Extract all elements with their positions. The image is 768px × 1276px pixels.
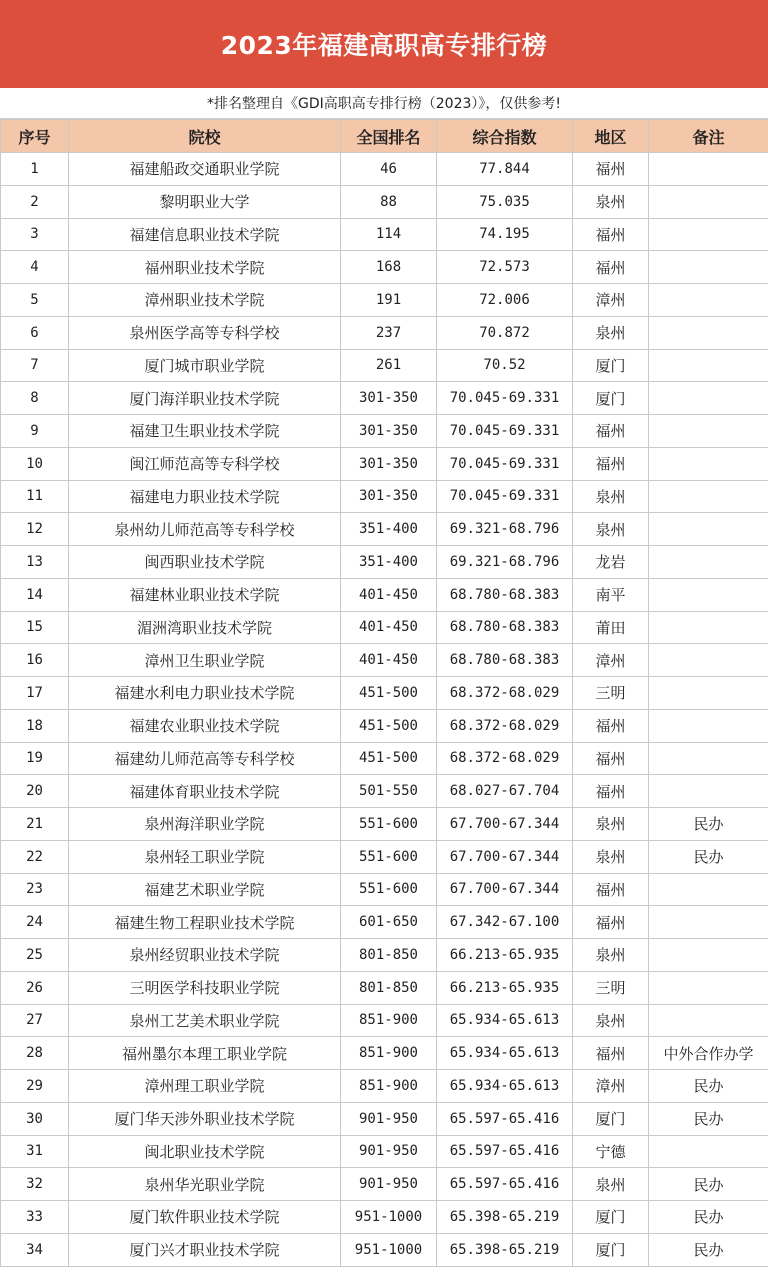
cell-remark — [649, 349, 768, 382]
cell-region: 厦门 — [573, 382, 649, 415]
cell-remark: 民办 — [649, 808, 768, 841]
cell-composite-index: 68.780-68.383 — [437, 611, 573, 644]
cell-national-rank: 501-550 — [341, 775, 437, 808]
table-row — [1, 251, 768, 284]
cell-remark — [649, 316, 768, 349]
cell-national-rank: 191 — [341, 284, 437, 317]
cell-index: 15 — [1, 611, 69, 644]
cell-school: 福州职业技术学院 — [69, 251, 341, 284]
cell-composite-index: 65.597-65.416 — [437, 1102, 573, 1135]
cell-school: 厦门兴才职业技术学院 — [69, 1233, 341, 1266]
cell-remark — [649, 546, 768, 579]
cell-composite-index: 68.372-68.029 — [437, 742, 573, 775]
cell-national-rank: 851-900 — [341, 1070, 437, 1103]
cell-region: 福州 — [573, 1037, 649, 1070]
cell-index: 3 — [1, 218, 69, 251]
cell-national-rank: 261 — [341, 349, 437, 382]
cell-region: 泉州 — [573, 808, 649, 841]
table-row — [1, 513, 768, 546]
cell-region: 泉州 — [573, 1004, 649, 1037]
cell-region: 福州 — [573, 709, 649, 742]
header-school: 院校 — [69, 120, 341, 153]
cell-index: 9 — [1, 415, 69, 448]
cell-school: 泉州轻工职业学院 — [69, 840, 341, 873]
page-title: 2023年福建高职高专排行榜 — [0, 0, 768, 88]
cell-composite-index: 65.398-65.219 — [437, 1233, 573, 1266]
cell-region: 泉州 — [573, 480, 649, 513]
cell-region: 泉州 — [573, 939, 649, 972]
cell-region: 泉州 — [573, 513, 649, 546]
cell-region: 三明 — [573, 971, 649, 1004]
cell-school: 漳州理工职业学院 — [69, 1070, 341, 1103]
cell-index: 11 — [1, 480, 69, 513]
table-row — [1, 644, 768, 677]
cell-school: 泉州医学高等专科学校 — [69, 316, 341, 349]
cell-school: 漳州职业技术学院 — [69, 284, 341, 317]
table-row — [1, 840, 768, 873]
table-row — [1, 153, 768, 186]
cell-national-rank: 901-950 — [341, 1168, 437, 1201]
cell-national-rank: 601-650 — [341, 906, 437, 939]
table-row — [1, 447, 768, 480]
cell-national-rank: 46 — [341, 153, 437, 186]
cell-region: 福州 — [573, 742, 649, 775]
cell-index: 17 — [1, 677, 69, 710]
cell-remark: 民办 — [649, 840, 768, 873]
cell-index: 14 — [1, 578, 69, 611]
cell-composite-index: 72.006 — [437, 284, 573, 317]
cell-composite-index: 67.342-67.100 — [437, 906, 573, 939]
cell-remark — [649, 480, 768, 513]
cell-school: 厦门城市职业学院 — [69, 349, 341, 382]
cell-national-rank: 551-600 — [341, 873, 437, 906]
cell-school: 泉州经贸职业技术学院 — [69, 939, 341, 972]
cell-national-rank: 301-350 — [341, 480, 437, 513]
cell-index: 29 — [1, 1070, 69, 1103]
cell-school: 福建船政交通职业学院 — [69, 153, 341, 186]
cell-region: 莆田 — [573, 611, 649, 644]
cell-composite-index: 74.195 — [437, 218, 573, 251]
table-row — [1, 939, 768, 972]
cell-region: 宁德 — [573, 1135, 649, 1168]
cell-index: 12 — [1, 513, 69, 546]
cell-remark: 民办 — [649, 1070, 768, 1103]
cell-index: 34 — [1, 1233, 69, 1266]
header-remark: 备注 — [649, 120, 768, 153]
cell-composite-index: 65.597-65.416 — [437, 1168, 573, 1201]
cell-remark — [649, 971, 768, 1004]
table-row — [1, 480, 768, 513]
cell-school: 福建农业职业技术学院 — [69, 709, 341, 742]
cell-school: 闽西职业技术学院 — [69, 546, 341, 579]
cell-school: 福建水利电力职业技术学院 — [69, 677, 341, 710]
cell-region: 厦门 — [573, 349, 649, 382]
cell-school: 湄洲湾职业技术学院 — [69, 611, 341, 644]
cell-composite-index: 65.398-65.219 — [437, 1201, 573, 1234]
table-row — [1, 971, 768, 1004]
header-row — [1, 120, 768, 153]
cell-index: 26 — [1, 971, 69, 1004]
table-row — [1, 1233, 768, 1266]
cell-remark — [649, 218, 768, 251]
cell-national-rank: 951-1000 — [341, 1233, 437, 1266]
cell-index: 16 — [1, 644, 69, 677]
cell-index: 8 — [1, 382, 69, 415]
cell-composite-index: 70.52 — [437, 349, 573, 382]
cell-school: 福建体育职业技术学院 — [69, 775, 341, 808]
cell-national-rank: 401-450 — [341, 578, 437, 611]
cell-national-rank: 301-350 — [341, 415, 437, 448]
cell-remark — [649, 251, 768, 284]
cell-national-rank: 851-900 — [341, 1004, 437, 1037]
cell-remark: 中外合作办学 — [649, 1037, 768, 1070]
cell-remark — [649, 742, 768, 775]
cell-composite-index: 68.372-68.029 — [437, 677, 573, 710]
cell-remark — [649, 382, 768, 415]
cell-remark: 民办 — [649, 1201, 768, 1234]
table-row — [1, 1168, 768, 1201]
cell-index: 1 — [1, 153, 69, 186]
cell-school: 闽江师范高等专科学校 — [69, 447, 341, 480]
cell-composite-index: 77.844 — [437, 153, 573, 186]
table-row — [1, 284, 768, 317]
table-row — [1, 316, 768, 349]
cell-remark — [649, 709, 768, 742]
cell-remark — [649, 873, 768, 906]
table-row — [1, 415, 768, 448]
table-row — [1, 1070, 768, 1103]
cell-index: 5 — [1, 284, 69, 317]
cell-school: 三明医学科技职业学院 — [69, 971, 341, 1004]
cell-school: 福建电力职业技术学院 — [69, 480, 341, 513]
cell-index: 27 — [1, 1004, 69, 1037]
cell-remark — [649, 447, 768, 480]
table-row — [1, 382, 768, 415]
cell-index: 19 — [1, 742, 69, 775]
cell-remark — [649, 1004, 768, 1037]
cell-national-rank: 301-350 — [341, 382, 437, 415]
header-composite-index: 综合指数 — [437, 120, 573, 153]
header-region: 地区 — [573, 120, 649, 153]
cell-school: 福建生物工程职业技术学院 — [69, 906, 341, 939]
cell-school: 泉州幼儿师范高等专科学校 — [69, 513, 341, 546]
cell-remark: 民办 — [649, 1233, 768, 1266]
cell-region: 厦门 — [573, 1102, 649, 1135]
cell-region: 厦门 — [573, 1201, 649, 1234]
cell-index: 31 — [1, 1135, 69, 1168]
cell-national-rank: 168 — [341, 251, 437, 284]
cell-national-rank: 88 — [341, 185, 437, 218]
cell-school: 福建卫生职业技术学院 — [69, 415, 341, 448]
cell-composite-index: 68.780-68.383 — [437, 578, 573, 611]
cell-composite-index: 65.597-65.416 — [437, 1135, 573, 1168]
cell-composite-index: 67.700-67.344 — [437, 873, 573, 906]
cell-region: 泉州 — [573, 840, 649, 873]
cell-school: 黎明职业大学 — [69, 185, 341, 218]
table-row — [1, 677, 768, 710]
cell-region: 漳州 — [573, 1070, 649, 1103]
cell-school: 福州墨尔本理工职业学院 — [69, 1037, 341, 1070]
cell-composite-index: 68.027-67.704 — [437, 775, 573, 808]
cell-school: 闽北职业技术学院 — [69, 1135, 341, 1168]
table-row — [1, 578, 768, 611]
cell-remark: 民办 — [649, 1168, 768, 1201]
cell-index: 4 — [1, 251, 69, 284]
cell-national-rank: 351-400 — [341, 513, 437, 546]
cell-composite-index: 65.934-65.613 — [437, 1004, 573, 1037]
cell-index: 6 — [1, 316, 69, 349]
cell-school: 厦门华天涉外职业技术学院 — [69, 1102, 341, 1135]
cell-index: 32 — [1, 1168, 69, 1201]
cell-remark — [649, 513, 768, 546]
cell-remark — [649, 284, 768, 317]
cell-national-rank: 901-950 — [341, 1135, 437, 1168]
cell-index: 2 — [1, 185, 69, 218]
cell-school: 福建艺术职业学院 — [69, 873, 341, 906]
cell-index: 21 — [1, 808, 69, 841]
cell-national-rank: 237 — [341, 316, 437, 349]
cell-national-rank: 401-450 — [341, 611, 437, 644]
cell-national-rank: 451-500 — [341, 742, 437, 775]
cell-composite-index: 68.372-68.029 — [437, 709, 573, 742]
cell-national-rank: 851-900 — [341, 1037, 437, 1070]
cell-composite-index: 70.872 — [437, 316, 573, 349]
cell-index: 24 — [1, 906, 69, 939]
cell-composite-index: 67.700-67.344 — [437, 808, 573, 841]
cell-remark — [649, 611, 768, 644]
cell-composite-index: 70.045-69.331 — [437, 447, 573, 480]
cell-national-rank: 801-850 — [341, 939, 437, 972]
cell-composite-index: 70.045-69.331 — [437, 480, 573, 513]
table-row — [1, 1135, 768, 1168]
cell-composite-index: 72.573 — [437, 251, 573, 284]
cell-remark: 民办 — [649, 1102, 768, 1135]
cell-index: 23 — [1, 873, 69, 906]
cell-index: 25 — [1, 939, 69, 972]
table-row — [1, 742, 768, 775]
cell-region: 福州 — [573, 415, 649, 448]
cell-region: 南平 — [573, 578, 649, 611]
cell-national-rank: 551-600 — [341, 808, 437, 841]
cell-index: 22 — [1, 840, 69, 873]
cell-region: 福州 — [573, 447, 649, 480]
table-row — [1, 349, 768, 382]
cell-remark — [649, 153, 768, 186]
cell-index: 28 — [1, 1037, 69, 1070]
cell-school: 厦门软件职业技术学院 — [69, 1201, 341, 1234]
cell-region: 福州 — [573, 906, 649, 939]
cell-region: 福州 — [573, 218, 649, 251]
table-row — [1, 1037, 768, 1070]
cell-school: 福建林业职业技术学院 — [69, 578, 341, 611]
cell-national-rank: 951-1000 — [341, 1201, 437, 1234]
table-row — [1, 218, 768, 251]
cell-remark — [649, 1135, 768, 1168]
cell-region: 漳州 — [573, 644, 649, 677]
cell-national-rank: 451-500 — [341, 709, 437, 742]
ranking-table — [0, 119, 768, 1267]
cell-remark — [649, 578, 768, 611]
cell-school: 泉州工艺美术职业学院 — [69, 1004, 341, 1037]
cell-national-rank: 114 — [341, 218, 437, 251]
cell-region: 泉州 — [573, 316, 649, 349]
cell-national-rank: 801-850 — [341, 971, 437, 1004]
cell-region: 厦门 — [573, 1233, 649, 1266]
cell-national-rank: 401-450 — [341, 644, 437, 677]
table-row — [1, 1004, 768, 1037]
cell-region: 福州 — [573, 775, 649, 808]
cell-remark — [649, 415, 768, 448]
cell-school: 福建幼儿师范高等专科学校 — [69, 742, 341, 775]
cell-composite-index: 70.045-69.331 — [437, 415, 573, 448]
cell-composite-index: 65.934-65.613 — [437, 1037, 573, 1070]
cell-composite-index: 69.321-68.796 — [437, 513, 573, 546]
cell-index: 7 — [1, 349, 69, 382]
cell-region: 福州 — [573, 251, 649, 284]
cell-composite-index: 65.934-65.613 — [437, 1070, 573, 1103]
cell-index: 18 — [1, 709, 69, 742]
header-national-rank: 全国排名 — [341, 120, 437, 153]
cell-region: 三明 — [573, 677, 649, 710]
header-index: 序号 — [1, 120, 69, 153]
cell-national-rank: 551-600 — [341, 840, 437, 873]
table-row — [1, 611, 768, 644]
table-row — [1, 1102, 768, 1135]
cell-region: 泉州 — [573, 185, 649, 218]
cell-region: 福州 — [573, 873, 649, 906]
table-row — [1, 775, 768, 808]
cell-index: 10 — [1, 447, 69, 480]
source-note: *排名整理自《GDI高职高专排行榜（2023）》，仅供参考! — [0, 88, 768, 119]
cell-remark — [649, 939, 768, 972]
cell-school: 福建信息职业技术学院 — [69, 218, 341, 251]
cell-remark — [649, 677, 768, 710]
cell-index: 13 — [1, 546, 69, 579]
cell-index: 20 — [1, 775, 69, 808]
cell-composite-index: 70.045-69.331 — [437, 382, 573, 415]
table-row — [1, 185, 768, 218]
cell-region: 泉州 — [573, 1168, 649, 1201]
cell-school: 漳州卫生职业学院 — [69, 644, 341, 677]
cell-national-rank: 351-400 — [341, 546, 437, 579]
cell-composite-index: 69.321-68.796 — [437, 546, 573, 579]
table-row — [1, 709, 768, 742]
cell-national-rank: 301-350 — [341, 447, 437, 480]
cell-remark — [649, 185, 768, 218]
cell-remark — [649, 644, 768, 677]
cell-national-rank: 451-500 — [341, 677, 437, 710]
cell-school: 泉州华光职业学院 — [69, 1168, 341, 1201]
cell-index: 30 — [1, 1102, 69, 1135]
cell-index: 33 — [1, 1201, 69, 1234]
cell-composite-index: 75.035 — [437, 185, 573, 218]
table-row — [1, 906, 768, 939]
table-row — [1, 873, 768, 906]
cell-composite-index: 66.213-65.935 — [437, 939, 573, 972]
table-row — [1, 808, 768, 841]
cell-composite-index: 66.213-65.935 — [437, 971, 573, 1004]
cell-school: 泉州海洋职业学院 — [69, 808, 341, 841]
cell-composite-index: 68.780-68.383 — [437, 644, 573, 677]
cell-composite-index: 67.700-67.344 — [437, 840, 573, 873]
cell-national-rank: 901-950 — [341, 1102, 437, 1135]
cell-remark — [649, 906, 768, 939]
table-row — [1, 546, 768, 579]
cell-school: 厦门海洋职业技术学院 — [69, 382, 341, 415]
cell-remark — [649, 775, 768, 808]
cell-region: 福州 — [573, 153, 649, 186]
cell-region: 龙岩 — [573, 546, 649, 579]
table-row — [1, 1201, 768, 1234]
cell-region: 漳州 — [573, 284, 649, 317]
